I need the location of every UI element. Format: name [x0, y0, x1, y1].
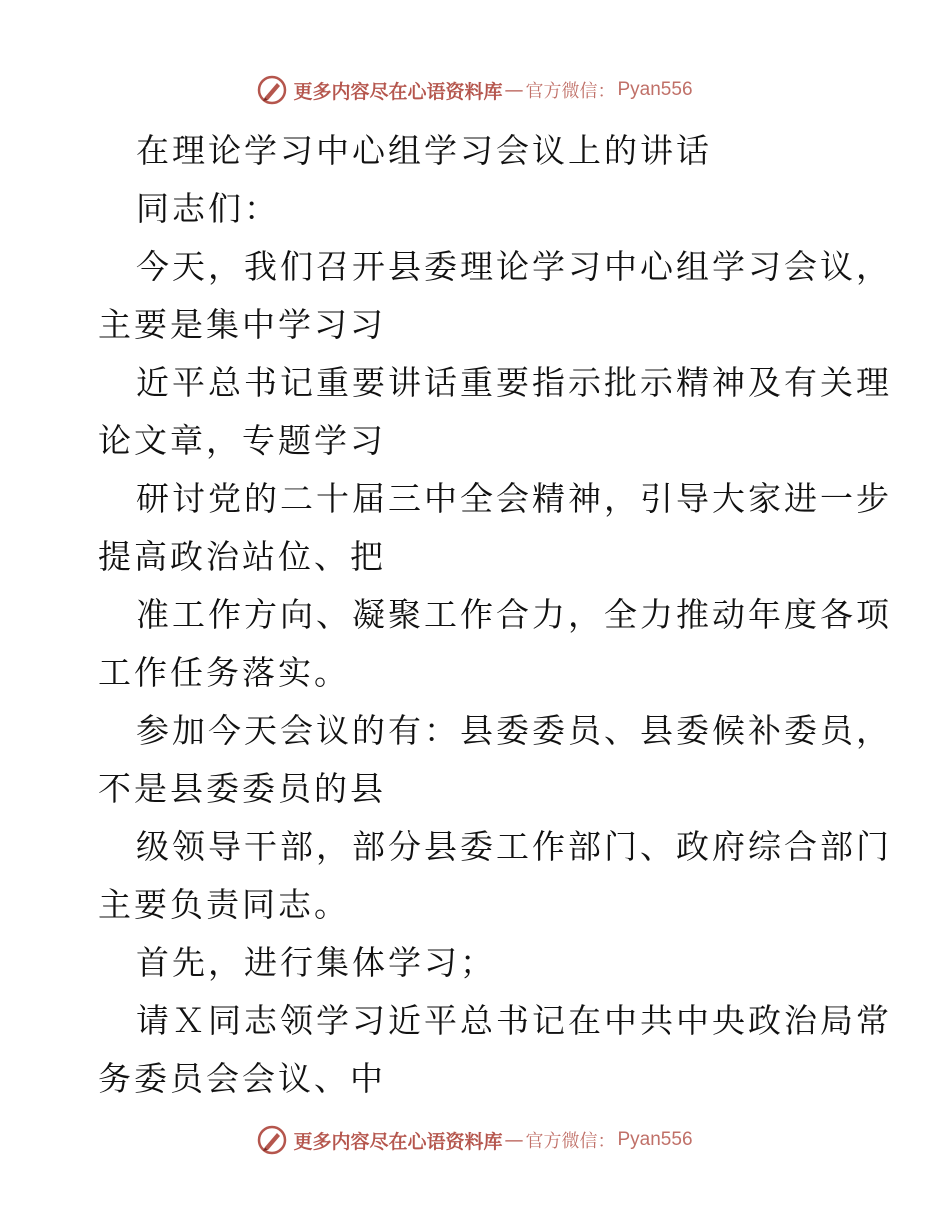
paragraph: 请Ｘ同志领学习近平总书记在中共中央政治局常 务委员会会议、中	[98, 1001, 892, 1098]
footer-watermark-banner	[0, 1120, 950, 1160]
banner-official-label: 官方微信：	[525, 1131, 616, 1152]
banner-separator: —	[504, 1129, 524, 1151]
paragraph: 级领导干部，部分县委工作部门、政府综合部门 主要负责同志。	[98, 827, 892, 924]
header-watermark-banner	[0, 70, 950, 110]
salutation: 同志们：	[136, 189, 280, 228]
banner-brand-text: 更多内容尽在心语资料库	[293, 1130, 503, 1153]
banner-wechat-id: Pyan556	[617, 1129, 693, 1150]
paragraph: 近平总书记重要讲话重要指示批示精神及有关理 论文章，专题学习	[98, 363, 892, 460]
banner-brand-text: 更多内容尽在心语资料库	[293, 80, 503, 103]
paragraph: 今天，我们召开县委理论学习中心组学习会议， 主要是集中学习习	[98, 247, 892, 344]
banner-wechat-id: Pyan556	[617, 79, 693, 100]
paragraph: 研讨党的二十届三中全会精神，引导大家进一步 提高政治站位、把	[98, 479, 892, 576]
paragraph: 首先，进行集体学习；	[136, 943, 496, 982]
banner-official-label: 官方微信：	[525, 81, 616, 102]
paragraph: 准工作方向、凝聚工作合力，全力推动年度各项 工作任务落实。	[98, 595, 892, 692]
document-title: 在理论学习中心组学习会议上的讲话	[136, 131, 712, 170]
pen-logo-icon	[257, 75, 287, 105]
paragraph: 参加今天会议的有：县委委员、县委候补委员， 不是县委委员的县	[98, 711, 892, 808]
pen-logo-icon	[257, 1125, 287, 1155]
banner-separator: —	[504, 79, 524, 101]
document-body	[98, 122, 892, 1108]
